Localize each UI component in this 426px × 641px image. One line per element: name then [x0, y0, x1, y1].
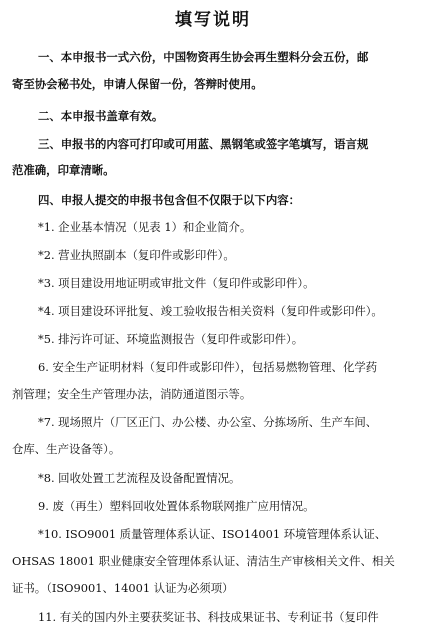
list-item-2: *2. 营业执照副本（复印件或影印件）。 — [38, 248, 235, 262]
list-item-4: *4. 项目建设环评批复、竣工验收报告相关资料（复印件或影印件）。 — [38, 304, 383, 318]
list-item-10-line-3: 证书。（ISO9001、14001 认证为必须项） — [12, 581, 234, 595]
list-item-6-line-2: 剂管理；安全生产管理办法，消防通道图示等。 — [12, 387, 252, 401]
section-3-line-2: 范准确，印章清晰。 — [12, 163, 115, 177]
list-item-10-line-1: *10. ISO9001 质量管理体系认证、ISO14001 环境管理体系认证、 — [38, 527, 387, 541]
list-item-7-line-1: *7. 现场照片（厂区正门、办公楼、办公室、分拣场所、生产车间、 — [38, 415, 378, 429]
list-item-9: 9. 废（再生）塑料回收处置体系物联网推广应用情况。 — [38, 499, 315, 513]
page-title: 填写说明 — [175, 10, 251, 30]
list-item-5: *5. 排污许可证、环境监测报告（复印件或影印件）。 — [38, 332, 304, 346]
list-item-7-line-2: 仓库、生产设备等）。 — [12, 442, 121, 456]
list-item-8: *8. 回收处置工艺流程及设备配置情况。 — [38, 471, 241, 485]
list-item-6-line-1: 6. 安全生产证明材料（复印件或影印件），包括易燃物管理、化学药 — [38, 360, 378, 374]
list-item-1: *1. 企业基本情况（见表 1）和企业简介。 — [38, 220, 252, 234]
section-3-line-1: 三、申报书的内容可打印或可用蓝、黑钢笔或签字笔填写，语言规 — [38, 137, 369, 151]
list-item-3: *3. 项目建设用地证明或审批文件（复印件或影印件）。 — [38, 276, 315, 290]
section-2-line-1: 二、本申报书盖章有效。 — [38, 109, 164, 123]
section-4-line-1: 四、申报人提交的申报书包含但不仅限于以下内容： — [38, 193, 300, 207]
section-1-line-1: 一、本申报书一式六份，中国物资再生协会再生塑料分会五份，邮 — [38, 50, 369, 64]
list-item-10-line-2: OHSAS 18001 职业健康安全管理体系认证、清洁生产审核相关文件、相关 — [12, 554, 395, 568]
section-1-line-2: 寄至协会秘书处，申请人保留一份，答辩时使用。 — [12, 77, 263, 91]
list-item-11-line-1: 11. 有关的国内外主要获奖证书、科技成果证书、专利证书（复印件 — [38, 610, 379, 624]
